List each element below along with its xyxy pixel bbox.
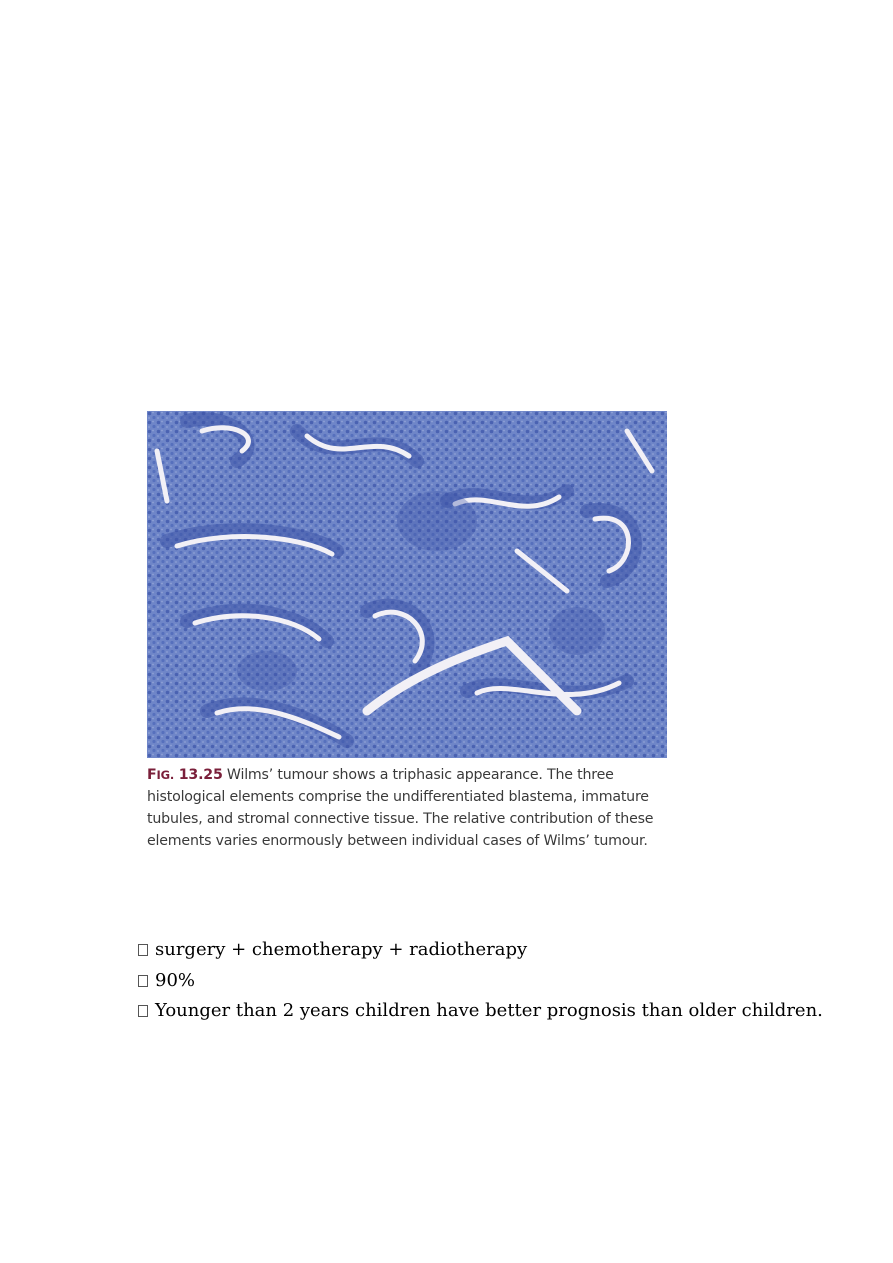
missing-glyph-box-icon [138, 944, 148, 956]
histology-micrograph-icon [147, 411, 667, 758]
treatment-bullet-list [138, 935, 878, 1027]
list-item [138, 966, 878, 997]
list-item-text: Younger than 2 years children have better prognosis than older children. [155, 1000, 823, 1021]
list-item [138, 996, 878, 1027]
list-item [138, 935, 878, 966]
list-item-text: 90% [155, 969, 196, 991]
list-item-text: surgery + chemotherapy + radiotherapy [155, 939, 528, 960]
figure-label: FIG. 13.25 [147, 767, 223, 783]
figure-caption [147, 764, 672, 852]
missing-glyph-box-icon [138, 1005, 148, 1017]
histology-figure-image [147, 411, 667, 758]
missing-glyph-box-icon [138, 975, 148, 987]
figure-caption-text: Wilms’ tumour shows a triphasic appearance. The three histological elements comprise the undifferentiated blastema, immature tubules, and stromal connective tissue. The relative contribution of these elements varies enormously between individual cases of Wilms’ tumour. [147, 767, 654, 849]
